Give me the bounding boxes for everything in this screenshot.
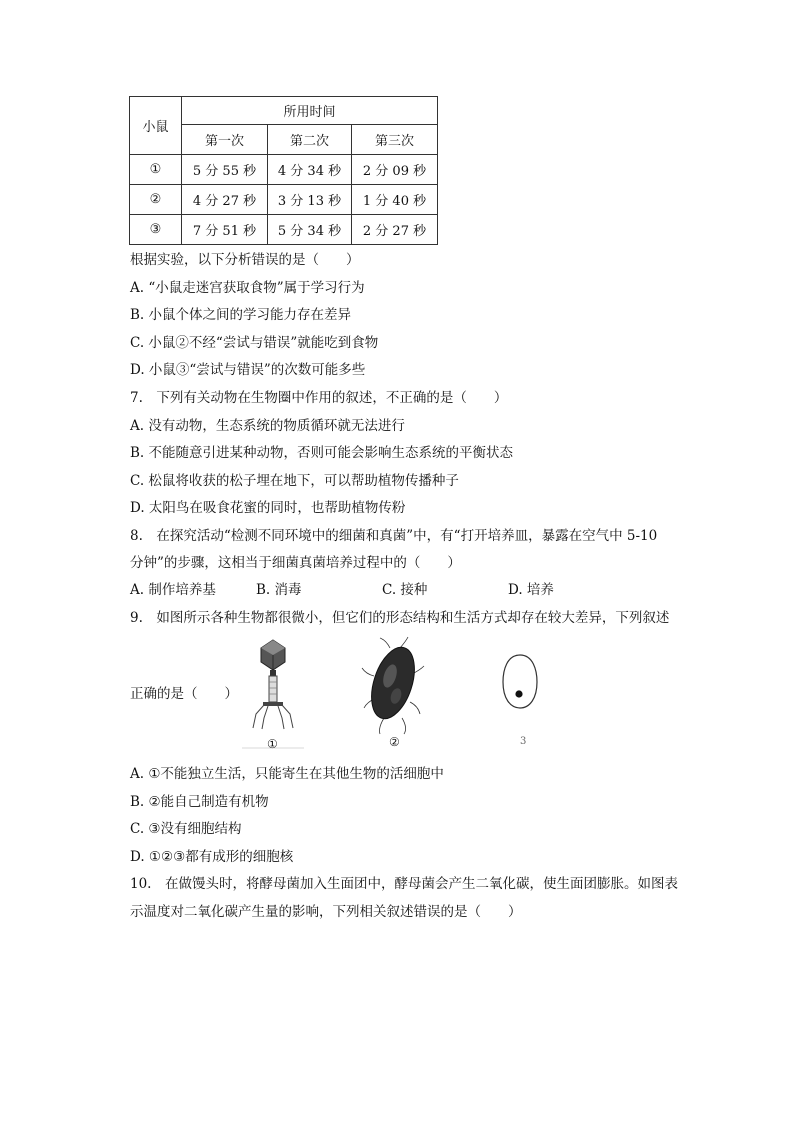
table-row	[130, 155, 438, 185]
cell-figure	[500, 652, 540, 712]
table-column-header: 第三次	[352, 125, 438, 155]
q9-option-a: A. ①不能独立生活，只能寄生在其他生物的活细胞中	[130, 766, 444, 782]
q7-option-b: B. 不能随意引进某种动物，否则可能会影响生态系统的平衡状态	[130, 445, 514, 461]
table-cell: 5 分 34 秒	[268, 215, 352, 245]
q9-stem-line2: 正确的是（ ）	[130, 686, 238, 702]
table-cell-id: ①	[130, 155, 182, 185]
table-row	[130, 215, 438, 245]
q8-option-d: D. 培养	[508, 582, 554, 598]
q9-option-d: D. ①②③都有成形的细胞核	[130, 849, 294, 865]
table-cell: 7 分 51 秒	[182, 215, 268, 245]
figure-label-2: ②	[389, 735, 400, 749]
table-cell: 4 分 27 秒	[182, 185, 268, 215]
table-cell-id: ③	[130, 215, 182, 245]
q9-option-b: B. ②能自己制造有机物	[130, 794, 269, 810]
table-cell-id: ②	[130, 185, 182, 215]
experiment-table	[129, 96, 438, 245]
table-column-header: 第二次	[268, 125, 352, 155]
table-cell: 1 分 40 秒	[352, 185, 438, 215]
q9-option-c: C. ③没有细胞结构	[130, 821, 242, 837]
q7-option-d: D. 太阳鸟在吸食花蜜的同时，也帮助植物传粉	[130, 500, 406, 516]
q6-option-b: B. 小鼠个体之间的学习能力存在差异	[130, 307, 352, 323]
q7-stem: 7. 下列有关动物在生物圈中作用的叙述，不正确的是（ ）	[130, 390, 508, 406]
q10-stem-line1: 10. 在做馒头时，将酵母菌加入生面团中，酵母菌会产生二氧化碳，使生面团膨胀。如图表	[130, 876, 678, 892]
table-cell: 3 分 13 秒	[268, 185, 352, 215]
q7-option-c: C. 松鼠将收获的松子埋在地下，可以帮助植物传播种子	[130, 473, 459, 489]
q10-stem-line2: 示温度对二氧化碳产生量的影响，下列相关叙述错误的是（ ）	[130, 904, 522, 920]
q8-stem-line2: 分钟”的步骤，这相当于细菌真菌培养过程中的（ ）	[130, 555, 461, 571]
figure-label-3: 3	[520, 736, 527, 747]
figure-label-1: ①	[267, 737, 278, 751]
table-group-header: 所用时间	[182, 97, 438, 125]
q9-stem-line1: 9. 如图所示各种生物都很微小，但它们的形态结构和生活方式却存在较大差异，下列叙述	[130, 610, 670, 626]
table-row	[130, 185, 438, 215]
table-cell: 5 分 55 秒	[182, 155, 268, 185]
q6-option-d: D. 小鼠③“尝试与错误”的次数可能多些	[130, 362, 366, 378]
table-cell: 2 分 27 秒	[352, 215, 438, 245]
q6-option-c: C. 小鼠②不经“尝试与错误”就能吃到食物	[130, 335, 379, 351]
q6-option-a: A. “小鼠走迷宫获取食物”属于学习行为	[130, 280, 365, 296]
q7-option-a: A. 没有动物，生态系统的物质循环就无法进行	[130, 418, 405, 434]
table-row-header: 小鼠	[130, 97, 182, 155]
q6-stem: 根据实验，以下分析错误的是（ ）	[130, 252, 360, 268]
bacterium-figure	[360, 636, 426, 736]
table-column-header: 第一次	[182, 125, 268, 155]
table-cell: 4 分 34 秒	[268, 155, 352, 185]
q8-option-b: B. 消毒	[256, 582, 302, 598]
table-cell: 2 分 09 秒	[352, 155, 438, 185]
q8-stem-line1: 8. 在探究活动“检测不同环境中的细菌和真菌”中，有“打开培养皿，暴露在空气中 5-10	[130, 528, 658, 544]
q8-option-c: C. 接种	[382, 582, 428, 598]
q8-option-a: A. 制作培养基	[130, 582, 216, 598]
